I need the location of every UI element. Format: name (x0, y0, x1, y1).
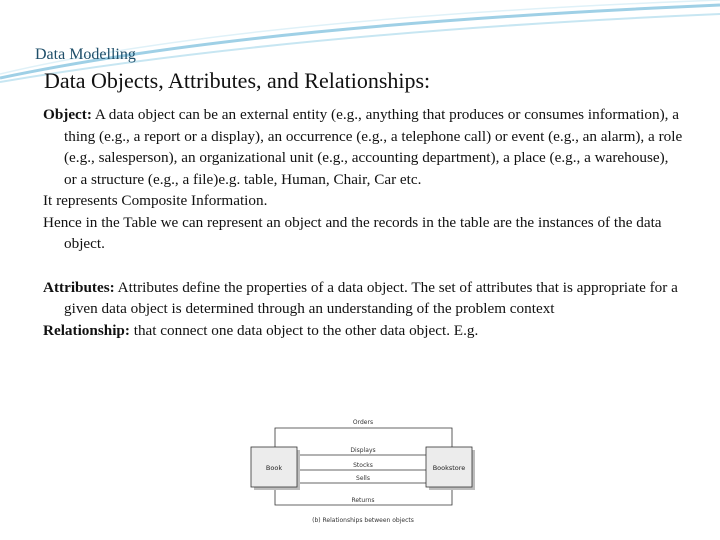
book-object-label: Book (265, 464, 283, 472)
object-paragraph (43, 104, 683, 190)
slide-body (43, 104, 683, 341)
slide-title: Data Objects, Attributes, and Relationships: (44, 68, 431, 93)
relation-sells-label: Sells (356, 475, 370, 482)
bookstore-object-label: Bookstore (432, 464, 466, 472)
relation-returns-label: Returns (351, 497, 375, 504)
relation-stocks-label: Stocks (353, 462, 373, 469)
composite-paragraph: It represents Composite Information. (43, 192, 268, 209)
attributes-lead: Attributes: (43, 278, 115, 296)
relationship-paragraph (43, 320, 683, 342)
relationship-diagram (230, 410, 497, 540)
relation-displays-label: Displays (350, 447, 376, 454)
orders-line (275, 428, 452, 448)
relationship-lead: Relationship: (43, 321, 130, 339)
table-note-paragraph: Hence in the Table we can represent an object and the records in the table are the instances of the data object. (43, 213, 662, 252)
attributes-paragraph (43, 277, 683, 320)
relationship-figure (230, 410, 497, 540)
attributes-text: Attributes define the properties of a data object. The set of attributes that is appropriate for a given data object is determined through an understanding of the problem context (64, 278, 678, 317)
relationship-text: that connect one data object to the other data object. E.g. (129, 321, 479, 339)
section-title: Data Modelling (35, 46, 136, 63)
object-text: A data object can be an external entity (e.g., anything that produces or consumes information), a thing (e.g., a report or a display), an occurrence (e.g., a telephone call) or event (e.g., an alarm), a role (e.g., salesperson), an organizational unit (e.g., accounting department), a place (e.g., a warehouse), or a structure (e.g., a file)e.g. table, Human, Chair, Car etc. (64, 106, 683, 188)
relation-orders-label: Orders (352, 419, 374, 426)
object-lead: Object: (43, 106, 92, 123)
figure-caption: (b) Relationships between objects (312, 517, 414, 524)
